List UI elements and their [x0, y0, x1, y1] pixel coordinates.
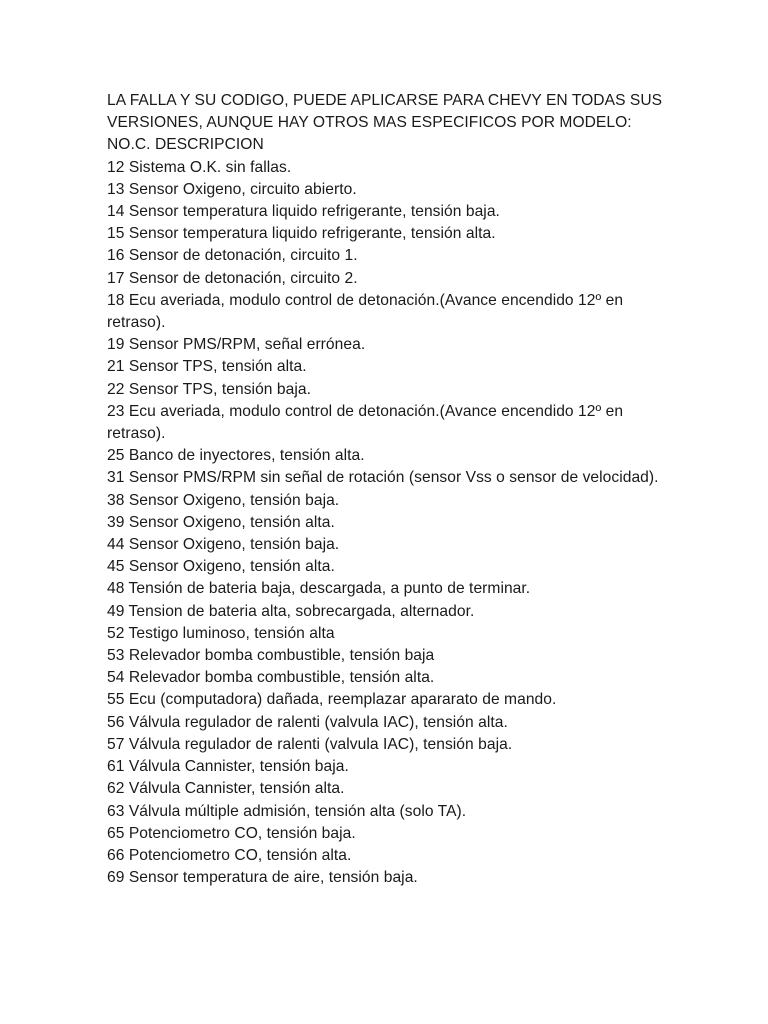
- code-entry-61: 61 Válvula Cannister, tensión baja.: [107, 758, 349, 776]
- code-entry-54: 54 Relevador bomba combustible, tensión alta.: [107, 669, 435, 687]
- code-entry-49: 49 Tension de bateria alta, sobrecargada, alternador.: [107, 602, 475, 620]
- code-entry-12: 12 Sistema O.K. sin fallas.: [107, 158, 292, 176]
- code-entry-53: 53 Relevador bomba combustible, tensión baja: [107, 647, 435, 665]
- code-entry-21: 21 Sensor TPS, tensión alta.: [107, 358, 307, 376]
- code-entry-48: 48 Tensión de bateria baja, descargada, a punto de terminar.: [107, 580, 531, 598]
- code-entry-57: 57 Válvula regulador de ralenti (valvula IAC), tensión baja.: [107, 735, 513, 753]
- code-entry-22: 22 Sensor TPS, tensión baja.: [107, 380, 311, 398]
- code-entry-31: 31 Sensor PMS/RPM sin señal de rotación (sensor Vss o sensor de velocidad).: [107, 469, 659, 487]
- code-entry-25: 25 Banco de inyectores, tensión alta.: [107, 447, 365, 465]
- code-entry-13: 13 Sensor Oxigeno, circuito abierto.: [107, 180, 357, 198]
- code-entry-69: 69 Sensor temperatura de aire, tensión baja.: [107, 869, 418, 887]
- code-entry-39: 39 Sensor Oxigeno, tensión alta.: [107, 513, 335, 531]
- code-entry-14: 14 Sensor temperatura liquido refrigerante, tensión baja.: [107, 203, 500, 221]
- code-entry-62: 62 Válvula Cannister, tensión alta.: [107, 780, 345, 798]
- code-entry-52: 52 Testigo luminoso, tensión alta: [107, 624, 335, 642]
- code-entry-23: 23 Ecu averiada, modulo control de detonación.(Avance encendido 12º en retraso).: [107, 402, 624, 443]
- code-entry-16: 16 Sensor de detonación, circuito 1.: [107, 247, 358, 265]
- code-entry-17: 17 Sensor de detonación, circuito 2.: [107, 269, 358, 287]
- code-entry-66: 66 Potenciometro CO, tensión alta.: [107, 846, 352, 864]
- code-entry-65: 65 Potenciometro CO, tensión baja.: [107, 824, 356, 842]
- code-entry-56: 56 Válvula regulador de ralenti (valvula IAC), tensión alta.: [107, 713, 508, 731]
- code-entry-63: 63 Válvula múltiple admisión, tensión alta (solo TA).: [107, 802, 467, 820]
- code-entry-38: 38 Sensor Oxigeno, tensión baja.: [107, 491, 340, 509]
- document-heading: LA FALLA Y SU CODIGO, PUEDE APLICARSE PARA CHEVY EN TODAS SUS VERSIONES, AUNQUE HAY OTROS MAS ESPECIFICOS POR MODELO: NO.C. DESCRIPCION: [107, 92, 663, 154]
- code-entry-45: 45 Sensor Oxigeno, tensión alta.: [107, 558, 335, 576]
- code-entry-15: 15 Sensor temperatura liquido refrigerante, tensión alta.: [107, 225, 496, 243]
- code-entry-55: 55 Ecu (computadora) dañada, reemplazar apararato de mando.: [107, 691, 557, 709]
- document-body: [107, 90, 667, 889]
- code-entry-19: 19 Sensor PMS/RPM, señal errónea.: [107, 336, 366, 354]
- code-entry-44: 44 Sensor Oxigeno, tensión baja.: [107, 536, 340, 554]
- code-entry-18: 18 Ecu averiada, modulo control de detonación.(Avance encendido 12º en retraso).: [107, 291, 624, 332]
